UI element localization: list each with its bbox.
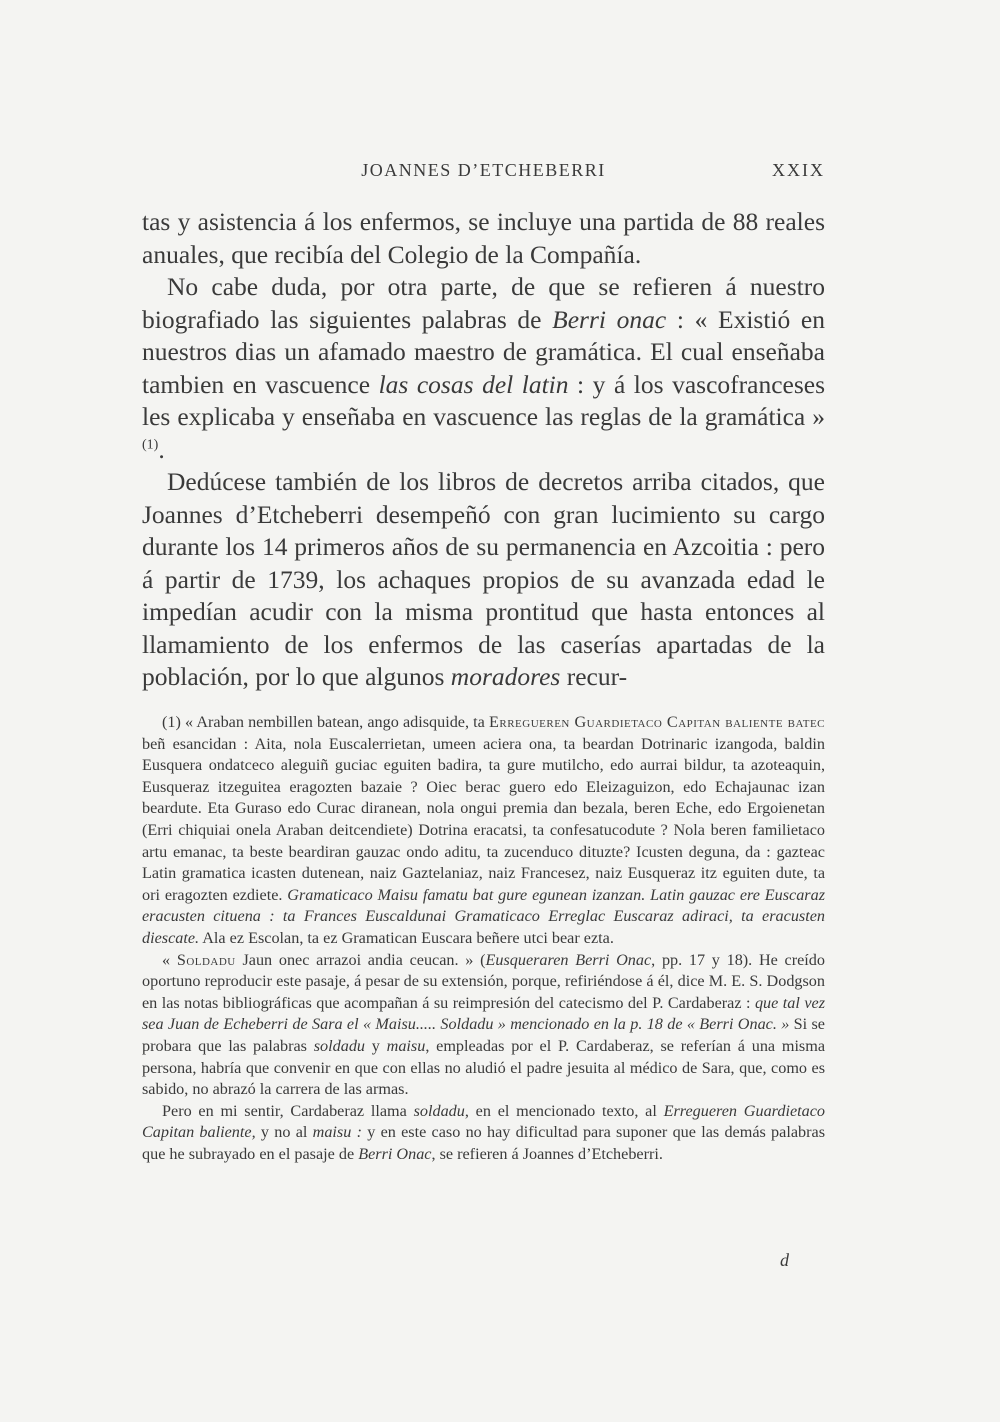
- footnote-1: [142, 712, 825, 950]
- text-run: Ala ez Escolan, ta ez Gramatican Euscara beñere utci bear ezta.: [199, 928, 614, 947]
- text-run: : y á los vascofranceses les explicaba y enseñaba en vascuence las reglas de la gramática »: [142, 369, 825, 431]
- footnote-2: [142, 950, 825, 1101]
- text-run: No cabe duda, por otra parte, de que se refieren á nuestro biografiado las siguientes palabras de: [142, 272, 825, 334]
- text-run: : « Existió en nuestros dias un afamado maestro de gramática. El cual enseñaba tambien en vascuence: [142, 304, 825, 399]
- footnotes: [142, 712, 825, 1165]
- signature-mark: d: [780, 1250, 789, 1270]
- text-run: Si se probara que las palabras: [142, 1015, 825, 1055]
- footnote-ref: (1): [142, 437, 159, 452]
- small-caps-run: Erregueren Guardietaco Capitan baliente batec: [488, 713, 826, 731]
- paragraph-1: tas y asistencia á los enfermos, se incluye una partida de 88 reales anuales, que recibía del Colegio de la Compañía.: [142, 207, 825, 269]
- paragraph-2: [142, 271, 825, 466]
- italic-run: que tal vez sea Juan de Echeberri de Sara el « Maisu..... Soldadu » mencionado en la p. 18 de « Berri Onac. »: [142, 993, 825, 1034]
- main-text: [142, 206, 825, 694]
- italic-run: Eusqueraren Berri Onac: [485, 950, 652, 969]
- text-run: y en este caso no hay dificultad para suponer que las demás palabras que he subrayado en el pasaje de: [142, 1123, 825, 1163]
- page-number: XXIX: [772, 160, 825, 180]
- text-run: «: [162, 950, 177, 969]
- paragraph-3: [142, 466, 825, 694]
- italic-run: soldadu: [413, 1101, 465, 1120]
- italic-run: Berri Onac: [358, 1144, 432, 1163]
- text-run: y: [365, 1036, 387, 1055]
- text-run: recur-: [560, 662, 628, 691]
- italic-run: moradores: [450, 662, 561, 691]
- text-run: y no al: [255, 1123, 313, 1142]
- text-run: , empleadas por el P. Cardaberaz, se referían á una misma persona, habría que convenir en que con ellas no aludió el padre jesuita al médico de Sara, que, como es sabido, no abrazó la carrera de las armas.: [142, 1036, 826, 1099]
- italic-run: Erregueren Guardietaco Capitan baliente,: [142, 1101, 826, 1142]
- text-run: Jaun onec arrazoi andia ceucan. » (: [235, 950, 486, 969]
- running-header: [142, 160, 825, 190]
- italic-run: Berri onac: [552, 304, 667, 334]
- italic-run: maisu: [386, 1036, 426, 1055]
- italic-run: maisu :: [312, 1123, 362, 1142]
- text-run: (1) « Araban nembillen batean, ango adisquide, ta: [162, 713, 489, 731]
- text-run: beñ esancidan : Aita, nola Euscalerrietan, umeen aciera ona, ta beardan Dotrinaric izangoda, baldin Eusquera ondatceco aleguiñ guciac eguiten badira, ta gure mutilcho, edo aurrai bildur, ta azoteaquin, Eusqueraz itzeguitea eragozten bazaie ? Oiec berac guero edo Eleizaguizon, edo Echajaunac izan beardute. Eta Guraso edo Curac diranean, nola ongui premia dan bezala, beren Eche, edo Ergoienetan (Erri chiquiai onela Araban deitcendiete) Dotrina eracatsi, ta confesatucodute ? Nola beren familietaco artu emanac, ta beste beardiran gauzac ondo aditu, ta zucenduco dituzte? Icusten deguna, da : gazteac Latin gramatica icasten dutenean, naiz Gaztelaniaz, naiz Francesez, naiz Eusqueraz itz eguiten dute, ta ori eragozten ezdiete.: [142, 734, 825, 904]
- text-run: .: [158, 434, 165, 464]
- text-run: , se refieren á Joannes d’Etcheberri.: [431, 1144, 663, 1163]
- italic-run: soldadu: [313, 1036, 366, 1055]
- text-run: , en el mencionado texto, al: [464, 1101, 664, 1120]
- text-run: Dedúcese también de los libros de decretos arriba citados, que Joannes d’Etcheberri desempeñó con gran lucimiento su cargo durante los 14 primeros años de su permanencia en Azcoitia : pero á partir de 1739, los achaques propios de su avanzada edad le impedían acudir con la misma prontitud que hasta entonces al llamamiento de los enfermos de las caserías apartadas de la población, por lo que algunos: [142, 467, 825, 691]
- italic-run: Gramaticaco Maisu famatu bat gure egunean izanzan. Latin gauzac ere Euscaraz eracusten cituena : ta Frances Euscaldunai Gramaticaco Erreglac Euscaraz adiraci, ta eracusten diescate.: [142, 885, 825, 947]
- italic-run: las cosas del latin: [378, 369, 569, 399]
- small-caps-run: Soldadu: [176, 950, 236, 969]
- running-title: JOANNES D’ETCHEBERRI: [361, 160, 606, 180]
- text-run: Pero en mi sentir, Cardaberaz llama: [162, 1101, 414, 1120]
- footnote-3: [142, 1101, 825, 1166]
- text-run: , pp. 17 y 18). He creído oportuno reproducir este pasaje, á pesar de su extensión, porque, refiriéndose á él, dice M. E. S. Dodgson en las notas bibliográficas que acompañan á su reimpresión del catecismo del P. Cardaberaz :: [142, 950, 825, 1012]
